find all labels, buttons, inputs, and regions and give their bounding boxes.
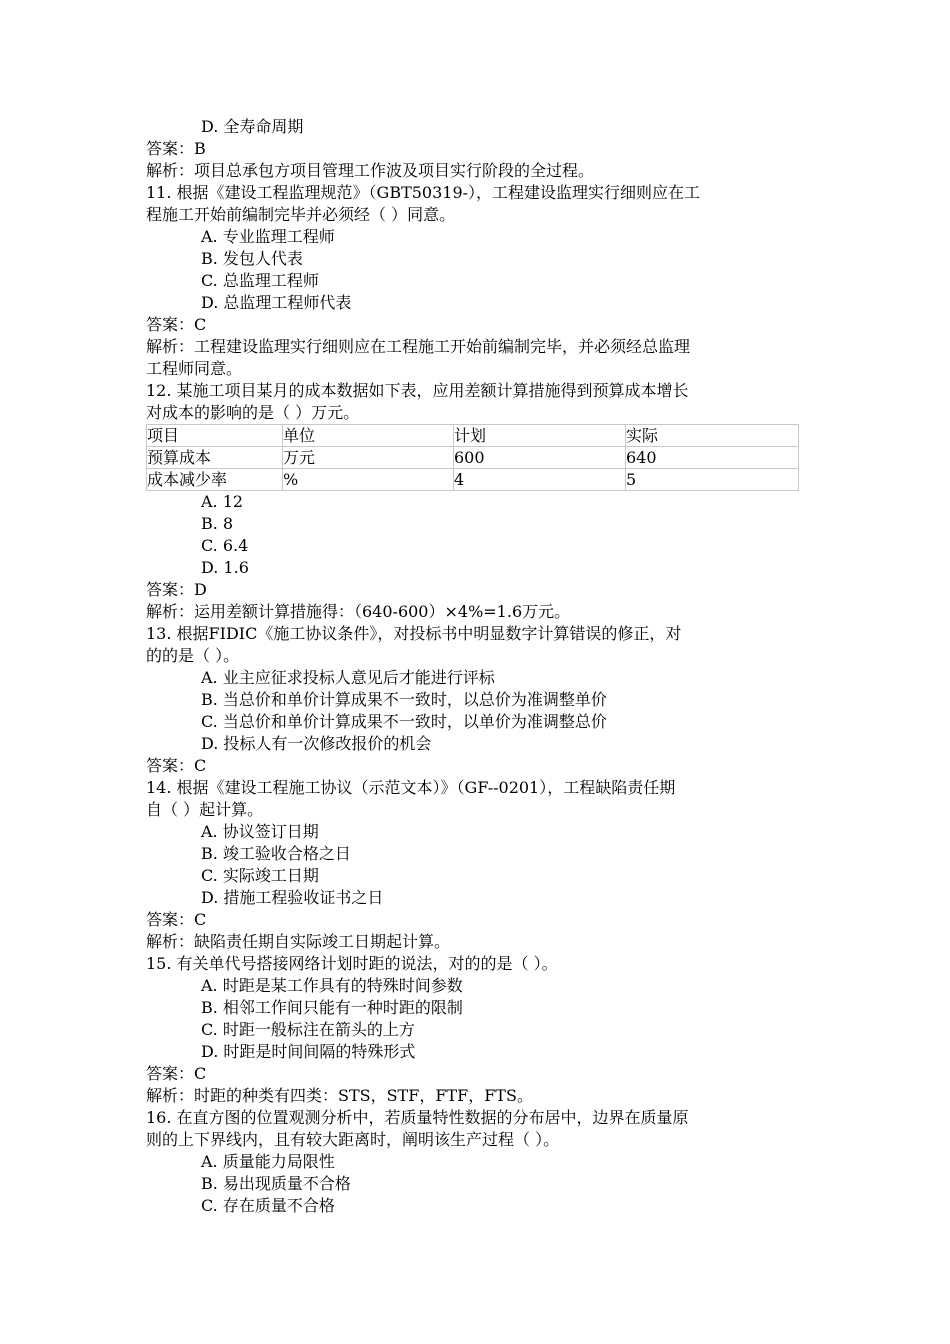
q10-analysis: 解析：项目总承包方项目管理工作波及项目实行阶段的全过程。	[146, 161, 595, 180]
q14-option-d: D. 措施工程验收证书之日	[201, 888, 384, 907]
q11-stem-line2: 程施工开始前编制完毕并必须经（ ）同意。	[146, 205, 456, 224]
q11-answer: 答案：C	[146, 315, 207, 334]
q11-option-c: C. 总监理工程师	[201, 271, 319, 290]
q15-analysis: 解析：时距的种类有四类：STS，STF，FTF，FTS。	[146, 1086, 533, 1105]
q15-stem: 15. 有关单代号搭接网络计划时距的说法，对的的是（ ）。	[146, 954, 558, 973]
q12-option-b: B. 8	[201, 514, 234, 533]
q11-analysis-line2: 工程师同意。	[146, 359, 243, 378]
q12-option-a: A. 12	[201, 492, 244, 511]
table-cell: 预算成本	[147, 447, 283, 469]
q11-option-b: B. 发包人代表	[201, 249, 303, 268]
q10-answer: 答案：B	[146, 139, 206, 158]
table-cell: 成本减少率	[147, 469, 283, 491]
cost-data-table	[146, 424, 799, 491]
q12-analysis: 解析：运用差额计算措施得：（640-600）×4%=1.6万元。	[146, 602, 571, 621]
q12-option-d: D. 1.6	[201, 558, 249, 577]
table-cell: 万元	[283, 447, 454, 469]
q11-stem-line1: 11. 根据《建设工程监理规范》（GBT50319-），工程建设监理实行细则应在工	[146, 183, 701, 202]
q11-analysis-line1: 解析：工程建设监理实行细则应在工程施工开始前编制完毕，并必须经总监理	[146, 337, 691, 356]
q15-option-d: D. 时距是时间间隔的特殊形式	[201, 1042, 416, 1061]
q14-stem-line1: 14. 根据《建设工程施工协议（示范文本）》（GF--0201），工程缺陷责任期	[146, 778, 676, 797]
q16-option-a: A. 质量能力局限性	[201, 1152, 335, 1171]
table-cell: %	[283, 469, 454, 491]
q15-option-c: C. 时距一般标注在箭头的上方	[201, 1020, 415, 1039]
table-cell: 4	[454, 469, 626, 491]
table-header-cell: 单位	[283, 425, 454, 447]
q13-stem-line1: 13. 根据FIDIC《施工协议条件》，对投标书中明显数字计算错误的修正，对	[146, 624, 682, 643]
table-cell: 5	[626, 469, 799, 491]
q12-stem-line2: 对成本的影响的是（ ）万元。	[146, 403, 360, 422]
q13-option-a: A. 业主应征求投标人意见后才能进行评标	[201, 668, 495, 687]
table-header-cell: 计划	[454, 425, 626, 447]
table-row	[147, 469, 799, 491]
q13-option-b: B. 当总价和单价计算成果不一致时，以总价为准调整单价	[201, 690, 607, 709]
q14-option-b: B. 竣工验收合格之日	[201, 844, 351, 863]
q15-answer: 答案：C	[146, 1064, 207, 1083]
q11-option-a: A. 专业监理工程师	[201, 227, 335, 246]
q12-option-c: C. 6.4	[201, 536, 249, 555]
table-cell: 600	[454, 447, 626, 469]
q14-option-a: A. 协议签订日期	[201, 822, 319, 841]
q13-option-d: D. 投标人有一次修改报价的机会	[201, 734, 432, 753]
q14-analysis: 解析：缺陷责任期自实际竣工日期起计算。	[146, 932, 451, 951]
q10-option-d: D. 全寿命周期	[201, 117, 304, 136]
q16-option-c: C. 存在质量不合格	[201, 1196, 335, 1215]
q13-stem-line2: 的的是（ ）。	[146, 646, 240, 665]
q13-answer: 答案：C	[146, 756, 207, 775]
q15-option-a: A. 时距是某工作具有的特殊时间参数	[201, 976, 463, 995]
q14-option-c: C. 实际竣工日期	[201, 866, 319, 885]
table-row	[147, 447, 799, 469]
table-cell: 640	[626, 447, 799, 469]
q16-stem-line1: 16. 在直方图的位置观测分析中，若质量特性数据的分布居中，边界在质量原	[146, 1108, 689, 1127]
q16-option-b: B. 易出现质量不合格	[201, 1174, 351, 1193]
q12-stem-line1: 12. 某施工项目某月的成本数据如下表，应用差额计算措施得到预算成本增长	[146, 381, 689, 400]
table-header-row	[147, 425, 799, 447]
q11-option-d: D. 总监理工程师代表	[201, 293, 352, 312]
document-body	[146, 116, 806, 1217]
q16-stem-line2: 则的上下界线内，且有较大距离时，阐明该生产过程（ ）。	[146, 1130, 560, 1149]
q12-answer: 答案：D	[146, 580, 207, 599]
table-header-cell: 实际	[626, 425, 799, 447]
q15-option-b: B. 相邻工作间只能有一种时距的限制	[201, 998, 463, 1017]
q13-option-c: C. 当总价和单价计算成果不一致时，以单价为准调整总价	[201, 712, 607, 731]
q14-answer: 答案：C	[146, 910, 207, 929]
table-header-cell: 项目	[147, 425, 283, 447]
q14-stem-line2: 自（ ）起计算。	[146, 800, 264, 819]
